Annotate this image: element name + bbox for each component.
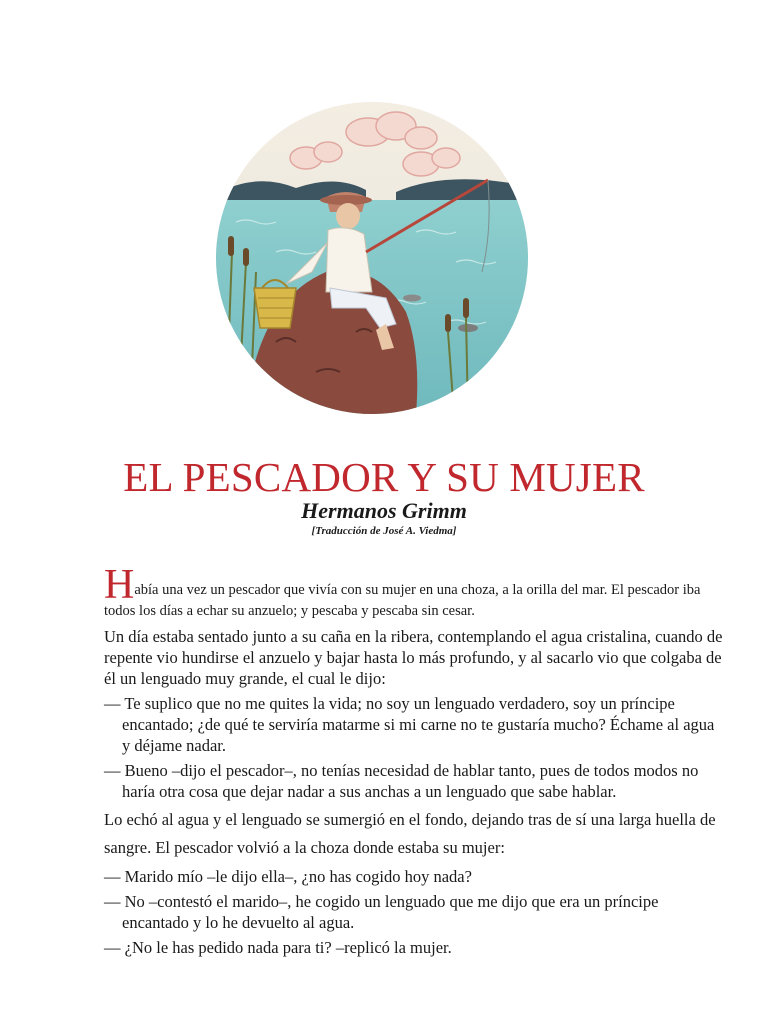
story-author: Hermanos Grimm [301, 498, 467, 523]
paragraph-7: — No –contestó el marido–, he cogido un lenguado que me dijo que era un príncipe encantado y lo he devuelto al agua. [104, 892, 659, 932]
paragraph-3: — Te suplico que no me quites la vida; no soy un lenguado verdadero, soy un príncipe encantado; ¿de qué te serviría matarme si mi carne no te gustaría mucho? Échame al agua y déjame nadar. [104, 694, 715, 755]
paragraph-1-text: abía una vez un pescador que vivía con su mujer en una choza, a la orilla del mar. El pescador iba todos los días a echar su anzuelo; y pescaba y pescaba sin cesar. [104, 582, 701, 619]
paragraph-8: — ¿No le has pedido nada para ti? –replicó la mujer. [104, 938, 452, 957]
paragraph-5: Lo echó al agua y el lenguado se sumergió en el fondo, dejando tras de sí una larga huella de sangre. El pescador volvió a la choza donde estaba su mujer: [104, 810, 716, 857]
story-title: EL PESCADOR Y SU MUJER [123, 454, 645, 500]
paragraph-2: Un día estaba sentado junto a su caña en la ribera, contemplando el agua cristalina, cuando de repente vio hundirse el anzuelo y bajar hasta lo más profundo, y al sacarlo vio que colgaba de él un lenguado muy grande, el cual le dijo: [104, 627, 723, 688]
fisherman-illustration [216, 102, 528, 414]
paragraph-1 [104, 562, 724, 622]
drop-cap: H [104, 562, 135, 608]
paragraph-6: — Marido mío –le dijo ella–, ¿no has cogido hoy nada? [104, 867, 472, 886]
story-body [104, 562, 724, 962]
paragraph-4: — Bueno –dijo el pescador–, no tenías necesidad de hablar tanto, pues de todos modos no haría otra cosa que dejar nadar a sus anchas a un lenguado que sabe hablar. [104, 761, 699, 801]
story-translator: [Traducción de José A. Viedma] [311, 525, 457, 537]
